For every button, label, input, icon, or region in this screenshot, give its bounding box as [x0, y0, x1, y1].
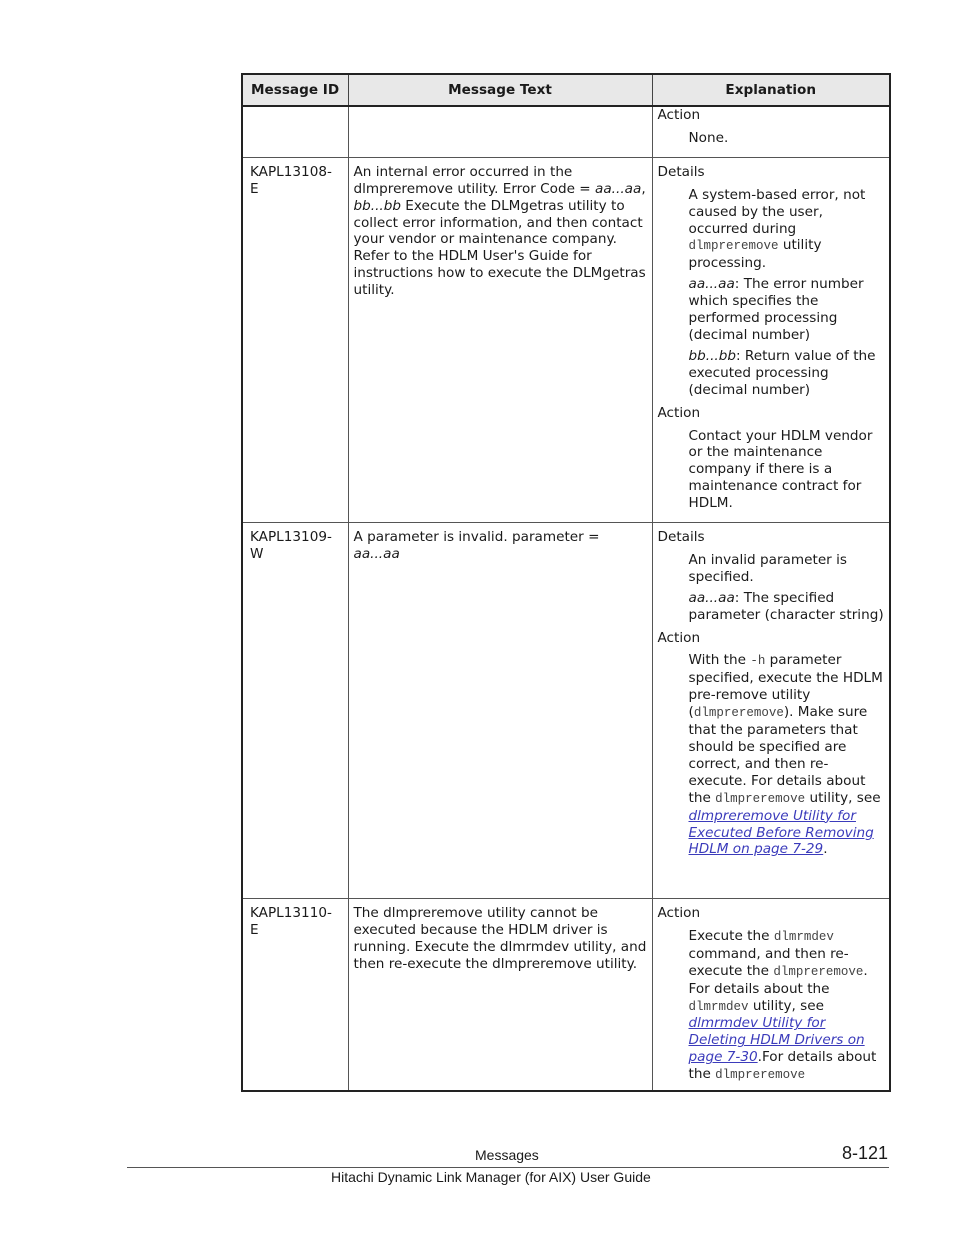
details-label: Details	[657, 163, 705, 180]
page-number: 8-121	[841, 1143, 888, 1163]
action-text: Contact your HDLM vendor or the maintenance company if there is a maintenance contract for HDLM.	[688, 427, 873, 512]
message-id-cell	[242, 523, 348, 899]
code-dlmpreremove: dlmpreremove	[773, 964, 864, 979]
footer-guide-title: Hitachi Dynamic Link Manager (for AIX) User Guide	[331, 1169, 651, 1185]
header-explanation: Explanation	[652, 74, 890, 106]
footer-divider	[127, 1167, 889, 1168]
message-text-cell	[348, 106, 652, 157]
error-code-bb: bb...bb	[353, 197, 401, 214]
action-text: With the -h parameter specified, execute the HDLM pre-remove utility (dlmpreremove). Make sure that the parameters that should be specified are correct, and then re-execute. For details about the dlmpreremove utility, see dlmpreremove Utility for Executed Before Removing HDLM on page 7-29.	[688, 652, 883, 858]
message-table	[241, 73, 891, 1092]
message-id-cell	[242, 899, 348, 1092]
message-text-cell: A parameter is invalid. parameter = aa...aa	[348, 523, 652, 899]
details-aa: aa...aa: The specified parameter (character string)	[688, 589, 884, 623]
action-label: Action	[657, 629, 701, 646]
action-text: None.	[688, 129, 729, 146]
table-row	[242, 106, 890, 157]
explanation-cell	[652, 106, 890, 157]
message-id-cell	[242, 157, 348, 522]
table-row	[242, 899, 890, 1092]
parameter-aa: aa...aa	[353, 545, 400, 562]
code-h-option: -h	[750, 654, 766, 669]
action-label: Action	[657, 404, 701, 421]
action-text: Execute the dlmrmdev command, and then re-execute the dlmpreremove. For details about the dlmrmdev utility, see dlmrmdev Utility for Deleting HDLM Drivers on page 7-30.For details about the dlmpreremove	[688, 927, 877, 1083]
message-id-cell	[242, 106, 348, 157]
action-label: Action	[657, 107, 701, 123]
footer-section-title: Messages	[475, 1147, 539, 1163]
details-label: Details	[657, 529, 705, 546]
explanation-cell	[652, 899, 890, 1092]
details-bb: bb...bb: Return value of the executed processing (decimal number)	[688, 347, 876, 398]
code-dlmpreremove: dlmpreremove	[715, 791, 806, 806]
code-dlmpreremove: dlmpreremove	[715, 1068, 806, 1083]
header-message-id: Message ID	[242, 74, 348, 106]
details-text: A system-based error, not caused by the user, occurred during dlmpreremove utility processing.	[688, 186, 866, 272]
table-row	[242, 523, 890, 899]
code-dlmpreremove: dlmpreremove	[688, 239, 779, 254]
header-message-text: Message Text	[348, 74, 652, 106]
dlmpreremove-utility-link[interactable]: dlmpreremove Utility for Executed Before Removing HDLM on page 7-29	[688, 807, 874, 858]
table-row	[242, 157, 890, 522]
code-dlmrmdev: dlmrmdev	[688, 999, 749, 1014]
message-id: KAPL13109-W	[250, 529, 332, 562]
action-label: Action	[657, 905, 701, 922]
code-dlmpreremove: dlmpreremove	[693, 706, 784, 721]
code-dlmrmdev: dlmrmdev	[773, 929, 834, 944]
explanation-cell	[652, 157, 890, 522]
message-id: KAPL13108-E	[250, 163, 332, 197]
details-text: An invalid parameter is specified.	[688, 551, 847, 585]
error-code-aa: aa...aa	[595, 180, 642, 197]
message-text-cell: An internal error occurred in the dlmpreremove utility. Error Code = aa...aa, bb...bb Execute the DLMgetras utility to collect error information, and then contact your vendor or maintenance company. Refer to the HDLM User's Guide for instructions how to execute the DLMgetras utility.	[348, 157, 652, 522]
message-id: KAPL13110-E	[250, 905, 332, 938]
explanation-cell	[652, 523, 890, 899]
dlmrmdev-utility-link[interactable]: dlmrmdev Utility for Deleting HDLM Drivers on page 7-30	[688, 1015, 865, 1066]
message-text-cell: The dlmpreremove utility cannot be executed because the HDLM driver is running. Execute the dlmrmdev utility, and then re-execute the dlmpreremove utility.	[348, 899, 652, 1092]
table-header-row	[242, 74, 890, 106]
details-aa: aa...aa: The error number which specifies the performed processing (decimal number)	[688, 276, 864, 343]
